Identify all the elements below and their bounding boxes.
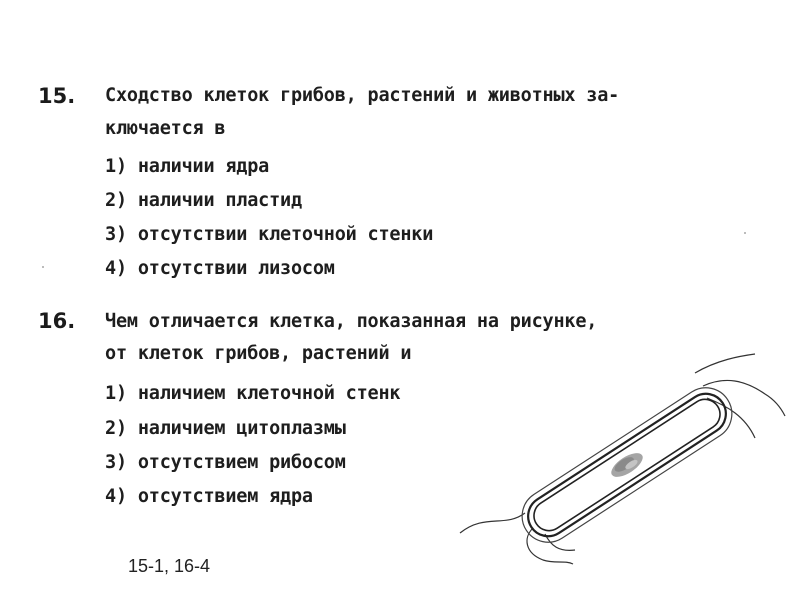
question-16-option-4: 4) отсутствием ядра bbox=[105, 486, 313, 507]
question-16-option-2: 2) наличием цитоплазмы bbox=[105, 418, 346, 439]
scan-speck bbox=[744, 232, 746, 234]
question-15-option-1: 1) наличии ядра bbox=[105, 156, 270, 177]
question-16-number: 16. bbox=[38, 309, 76, 333]
question-16-option-1: 1) наличием клеточной стенк bbox=[105, 383, 401, 404]
question-15-option-4: 4) отсутствии лизосом bbox=[105, 258, 335, 279]
question-15-option-3: 3) отсутствии клеточной стенки bbox=[105, 224, 434, 245]
question-15-text-line2: ключается в bbox=[105, 118, 226, 139]
bacterium-illustration bbox=[455, 338, 800, 578]
question-16-text-line1: Чем отличается клетка, показанная на рисунке, bbox=[105, 311, 598, 332]
question-15-option-2: 2) наличии пластид bbox=[105, 190, 302, 211]
scan-speck bbox=[42, 266, 44, 268]
question-15-number: 15. bbox=[38, 84, 76, 108]
question-16-text-line2: от клеток грибов, растений и bbox=[105, 343, 412, 364]
answer-key: 15-1, 16-4 bbox=[128, 556, 211, 576]
question-16-option-3: 3) отсутствием рибосом bbox=[105, 452, 346, 473]
bacterium-cell-icon bbox=[455, 338, 800, 578]
question-15-text-line1: Сходство клеток грибов, растений и животных за- bbox=[105, 85, 620, 106]
